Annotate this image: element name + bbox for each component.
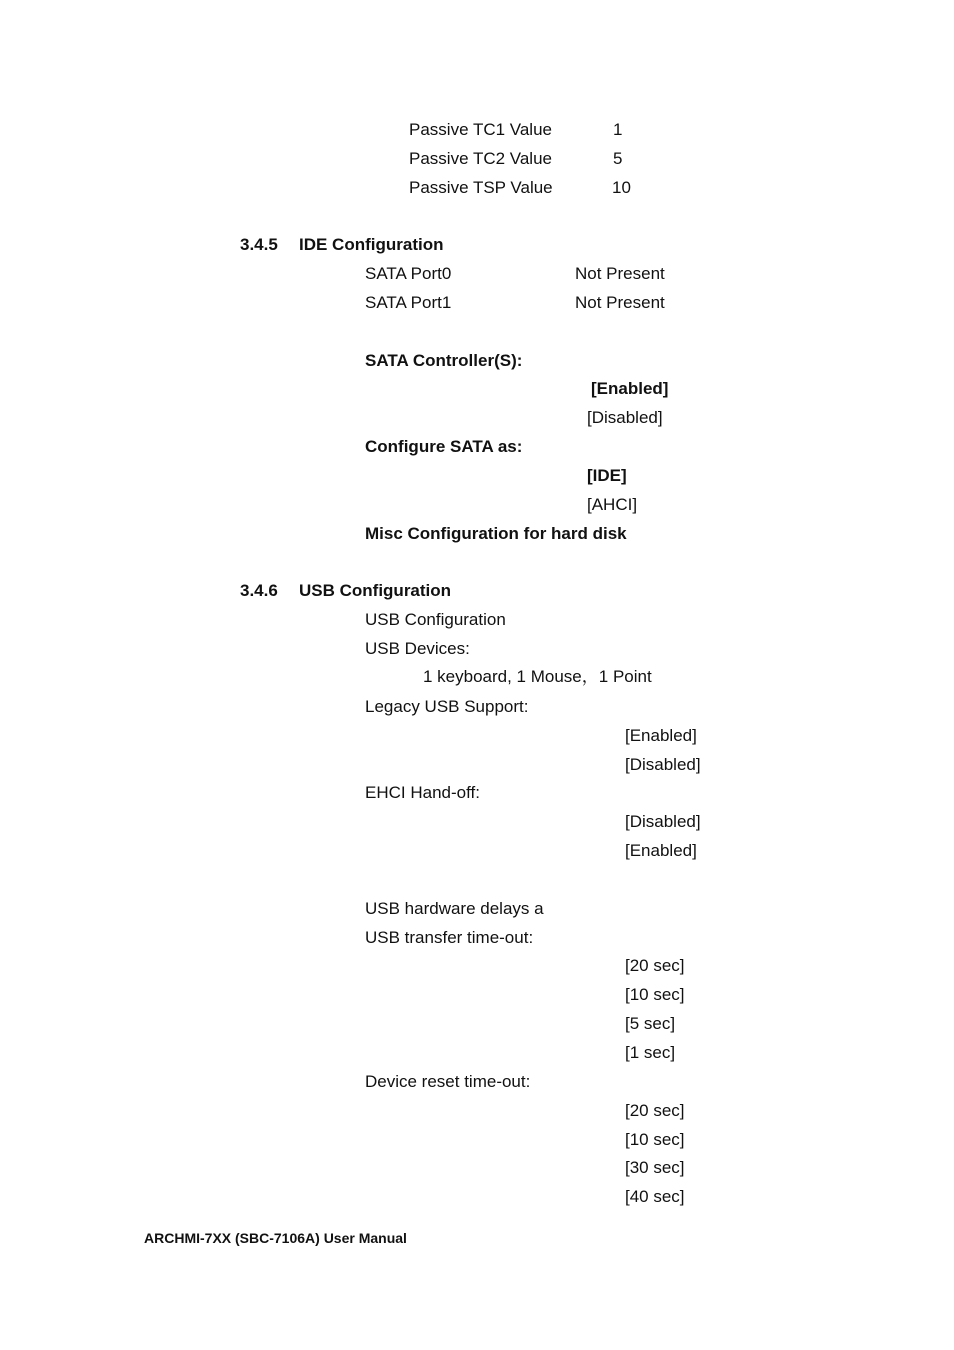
transfer-option-10: [10 sec]	[625, 985, 685, 1004]
passive-tc2-label: Passive TC2 Value	[409, 149, 552, 168]
sata-controller-label: SATA Controller(S):	[365, 351, 523, 370]
usb-transfer-timeout-label: USB transfer time-out:	[365, 928, 534, 947]
ide-section-title: IDE Configuration	[299, 235, 444, 254]
sata-port0-value: Not Present	[575, 264, 665, 283]
configure-sata-option-ide: [IDE]	[587, 466, 627, 485]
configure-sata-option-ahci: [AHCI]	[587, 495, 638, 514]
reset-option-20: [20 sec]	[625, 1101, 685, 1120]
passive-tc1-value: 1	[613, 120, 623, 139]
passive-tsp-label: Passive TSP Value	[409, 178, 553, 197]
passive-tc2-value: 5	[613, 149, 623, 168]
ehci-handoff-label: EHCI Hand-off:	[365, 783, 480, 802]
usb-devices-value: 1 keyboard, 1 Mouse，1 Point	[423, 667, 652, 686]
transfer-option-5: [5 sec]	[625, 1014, 676, 1033]
transfer-option-20: [20 sec]	[625, 956, 685, 975]
reset-option-30: [30 sec]	[625, 1158, 685, 1177]
ehci-option-enabled: [Enabled]	[625, 841, 697, 860]
transfer-option-1: [1 sec]	[625, 1043, 676, 1062]
legacy-usb-option-enabled: [Enabled]	[625, 726, 697, 745]
ehci-option-disabled: [Disabled]	[625, 812, 701, 831]
sata-controller-option-enabled: [Enabled]	[591, 379, 669, 398]
device-reset-timeout-label: Device reset time-out:	[365, 1072, 531, 1091]
legacy-usb-label: Legacy USB Support:	[365, 697, 529, 716]
legacy-usb-option-disabled: [Disabled]	[625, 755, 701, 774]
misc-config-heading: Misc Configuration for hard disk	[365, 524, 627, 543]
footer-manual-title: ARCHMI-7XX (SBC-7106A) User Manual	[144, 1230, 407, 1246]
reset-option-10: [10 sec]	[625, 1130, 685, 1149]
reset-option-40: [40 sec]	[625, 1187, 685, 1206]
usb-devices-label: USB Devices:	[365, 639, 470, 658]
passive-tc1-label: Passive TC1 Value	[409, 120, 552, 139]
sata-controller-option-disabled: [Disabled]	[587, 408, 663, 427]
usb-section-number: 3.4.6	[240, 581, 278, 600]
sata-port0-label: SATA Port0	[365, 264, 452, 283]
sata-port1-label: SATA Port1	[365, 293, 452, 312]
usb-section-title: USB Configuration	[299, 581, 452, 600]
usb-config-subtitle: USB Configuration	[365, 610, 506, 629]
sata-port1-value: Not Present	[575, 293, 665, 312]
ide-section-number: 3.4.5	[240, 235, 278, 254]
passive-tsp-value: 10	[612, 178, 631, 197]
usb-delay-text: USB hardware delays a	[365, 899, 544, 918]
configure-sata-label: Configure SATA as:	[365, 437, 523, 456]
